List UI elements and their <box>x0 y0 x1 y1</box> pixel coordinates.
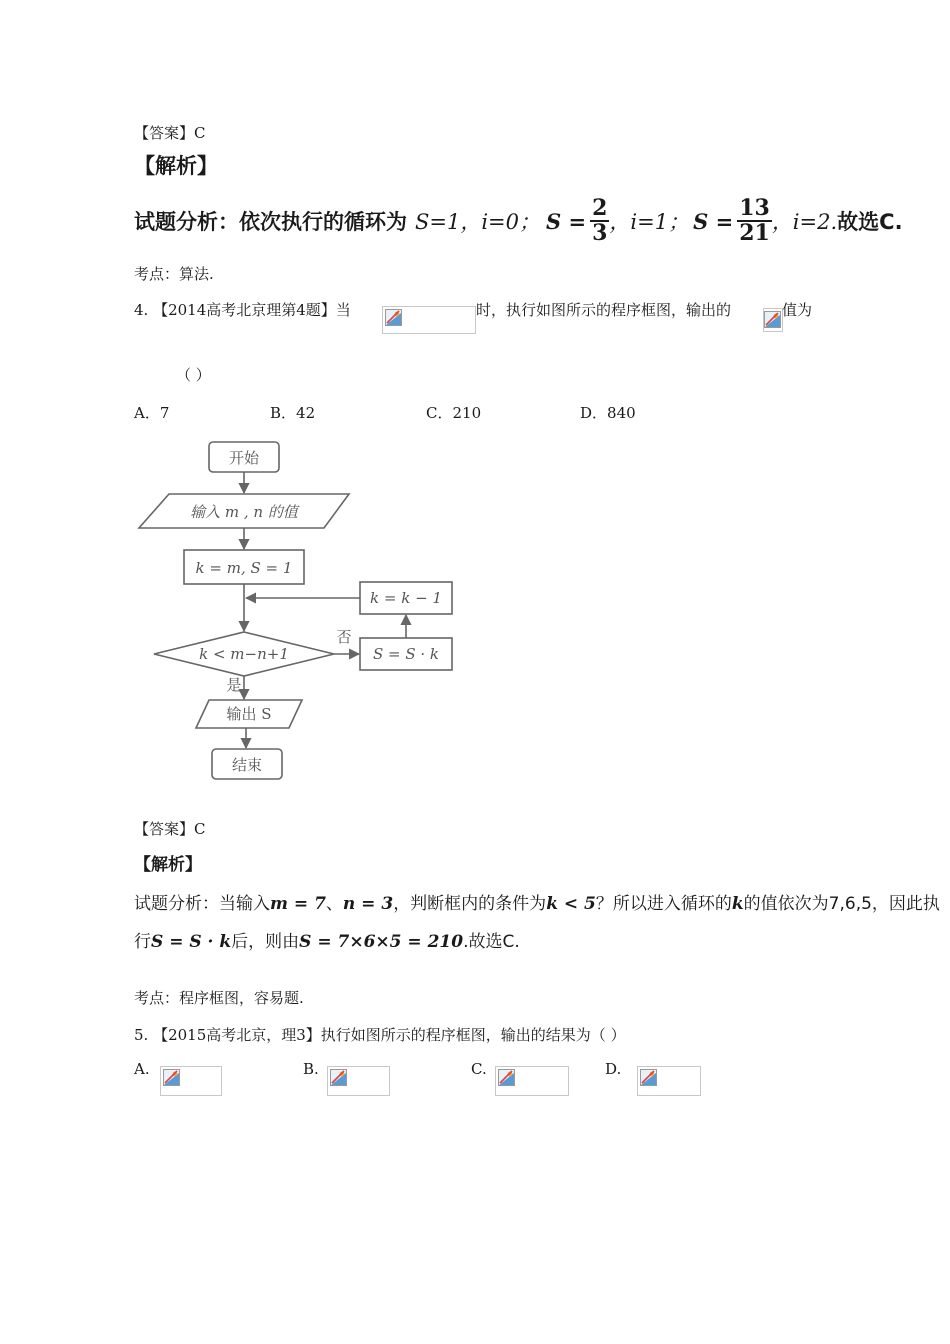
q4-broken-image-2 <box>763 308 783 332</box>
q4-broken-image-1 <box>382 306 476 334</box>
q5-option-c-image <box>495 1066 569 1096</box>
q3-fraction-1 <box>590 194 609 246</box>
q3-s-eq-2: S = <box>693 208 734 234</box>
q4-a1-sep: 、 <box>325 894 343 914</box>
flow-start-label: 开始 <box>228 449 260 467</box>
q5-option-b-image <box>327 1066 390 1096</box>
flow-yes-label: 是 <box>226 676 242 694</box>
q4-answer: 【答案】C <box>134 820 206 838</box>
broken-image-icon <box>385 309 402 326</box>
broken-image-icon <box>163 1069 180 1086</box>
flow-mult-label: S = S · k <box>372 645 440 663</box>
q3-i1: ，i=1； <box>609 210 690 234</box>
broken-image-icon <box>330 1069 347 1086</box>
q5-stem: 5. 【2015高考北京，理3】执行如图所示的程序框图，输出的结果为（ ） <box>134 1026 626 1044</box>
q4-option-a: A．7 <box>134 404 170 422</box>
flow-no-label: 否 <box>336 628 352 646</box>
q4-a1-vals: 的值依次为7,6,5，因此执 <box>743 894 940 914</box>
q4-option-b: B．42 <box>270 404 316 422</box>
q4-option-d: D．840 <box>580 404 636 422</box>
q4-a1-pre: 试题分析：当输入 <box>134 894 270 914</box>
q4-a1-k: k <box>731 894 744 914</box>
q5-option-a-image <box>160 1066 222 1096</box>
q3-f2-num: 13 <box>739 194 770 221</box>
q3-s-eq-1: S = <box>546 208 587 234</box>
q3-kaodian: 考点：算法. <box>134 265 214 283</box>
q4-option-c: C．210 <box>426 404 482 422</box>
flow-input-label: 输入 m , n 的值 <box>190 503 298 521</box>
q4-a2-pre: 行 <box>134 932 151 952</box>
flow-condition-label: k < m−n+1 <box>199 645 289 663</box>
q4-a1-n: n = 3 <box>342 894 394 914</box>
q3-i2: ，i=2. <box>771 210 838 234</box>
q5-option-b-label: B. <box>303 1060 319 1078</box>
q5-option-d-label: D. <box>605 1060 622 1078</box>
q4-paren: （ ） <box>176 366 211 384</box>
q4-stem-prefix: 4. 【2014高考北京理第4题】当 <box>134 301 351 319</box>
q3-analysis-heading: 【解析】 <box>134 153 218 178</box>
q4-a2-tail: .故选C. <box>463 932 520 952</box>
q4-flowchart <box>134 430 474 800</box>
flow-output-label: 输出 S <box>226 705 272 723</box>
q3-answer: 【答案】C <box>134 124 206 142</box>
q5-option-a-label: A. <box>134 1060 150 1078</box>
q4-a2-exec: S = S · k <box>151 932 232 952</box>
q3-analysis-prefix: 试题分析：依次执行的循环为 <box>134 210 407 234</box>
flow-end-label: 结束 <box>231 756 263 774</box>
q3-fraction-2 <box>737 194 772 246</box>
q4-a1-m: m = 7 <box>270 894 326 914</box>
q4-a1-mid: ，判断框内的条件为 <box>393 894 547 914</box>
flow-init-label: k = m, S = 1 <box>195 559 293 577</box>
q4-stem-mid: 时，执行如图所示的程序框图，输出的 <box>476 301 732 319</box>
q4-a2-mid: 后，则由 <box>231 932 300 952</box>
broken-image-icon <box>498 1069 515 1086</box>
q3-analysis-line <box>134 190 903 252</box>
q4-analysis-heading: 【解析】 <box>134 855 202 875</box>
q4-a1-q: ？所以进入循环的 <box>595 894 732 914</box>
q4-stem-end: 值为 <box>782 301 813 319</box>
q3-s1: S=1， <box>415 210 482 234</box>
broken-image-icon <box>764 311 781 328</box>
broken-image-icon <box>640 1069 657 1086</box>
q3-f1-num: 2 <box>592 194 608 221</box>
q4-analysis-line-1 <box>134 889 940 914</box>
q3-f2-den: 21 <box>739 220 770 246</box>
q5-option-c-label: C. <box>471 1060 487 1078</box>
q3-tail: 故选C. <box>837 210 903 234</box>
q4-a2-eq: S = 7×6×5 = 210 <box>299 932 464 952</box>
q3-i0: i=0； <box>481 210 541 234</box>
q4-a1-cond: k < 5 <box>546 894 596 914</box>
q3-f1-den: 3 <box>592 220 608 246</box>
q4-kaodian: 考点：程序框图，容易题. <box>134 989 304 1007</box>
flow-dec-label: k = k − 1 <box>370 589 442 607</box>
q5-option-d-image <box>637 1066 701 1096</box>
q4-analysis-line-2 <box>134 927 520 952</box>
